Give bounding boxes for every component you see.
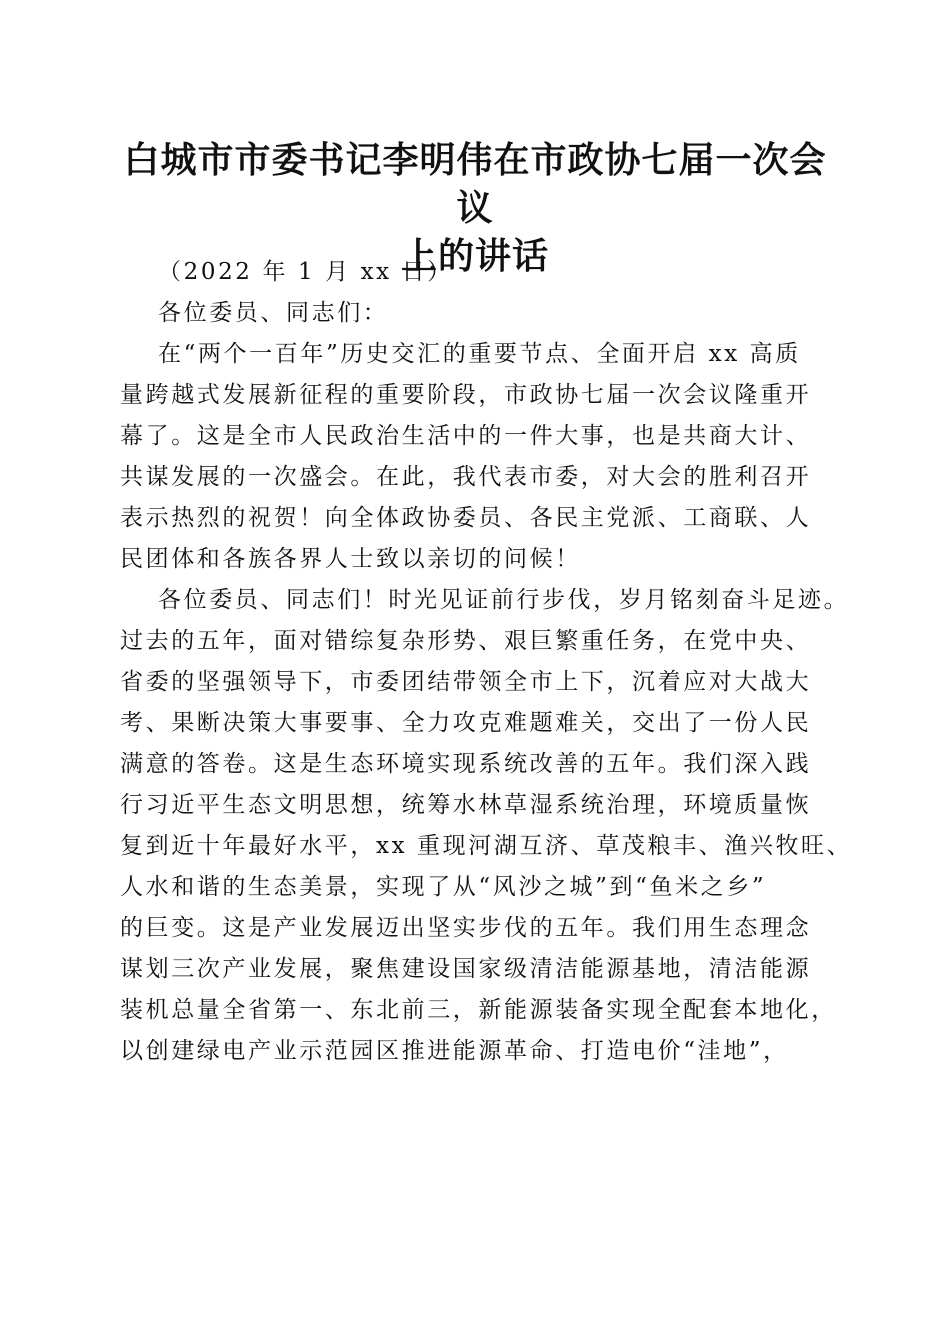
paragraph-line: 民团体和各族各界人士致以亲切的问候！ (120, 546, 581, 572)
paragraph-line: 省委的坚强领导下，市委团结带领全市上下，沉着应对大战大 (120, 669, 812, 695)
title-line-1: 白城市市委书记李明伟在市政协七届一次会议 (123, 139, 827, 229)
salutation: 各位委员、同志们： (158, 300, 389, 326)
paragraph-line: 装机总量全省第一、东北前三，新能源装备实现全配套本地化， (120, 997, 837, 1023)
speech-date: （2022 年 1 月 xx 日） (158, 259, 453, 285)
paragraph-line: 复到近十年最好水平，xx 重现河湖互济、草茂粮丰、渔兴牧旺、 (120, 833, 853, 859)
paragraph-line: 各位委员、同志们！时光见证前行步伐，岁月铭刻奋斗足迹。 (158, 587, 850, 613)
document-body (120, 252, 853, 1072)
paragraph-line: 表示热烈的祝贺！向全体政协委员、各民主党派、工商联、人 (120, 505, 812, 531)
paragraph-2 (120, 580, 853, 1072)
paragraph-line: 幕了。这是全市人民政治生活中的一件大事，也是共商大计、 (120, 423, 812, 449)
paragraph-line: 满意的答卷。这是生态环境实现系统改善的五年。我们深入践 (120, 751, 812, 777)
paragraph-line: 在“两个一百年”历史交汇的重要节点、全面开启 xx 高质 (158, 341, 801, 367)
title-line-2: 上的讲话 (400, 235, 549, 277)
paragraph-line: 量跨越式发展新征程的重要阶段，市政协七届一次会议隆重开 (120, 382, 812, 408)
paragraph-line: 共谋发展的一次盛会。在此，我代表市委，对大会的胜利召开 (120, 464, 812, 490)
paragraph-line: 人水和谐的生态美景，实现了从“风沙之城”到“鱼米之乡” (120, 874, 767, 900)
paragraph-line: 谋划三次产业发展，聚焦建设国家级清洁能源基地，清洁能源 (120, 956, 812, 982)
paragraph-1 (120, 334, 832, 580)
paragraph-line: 的巨变。这是产业发展迈出坚实步伐的五年。我们用生态理念 (120, 915, 812, 941)
paragraph-line: 以创建绿电产业示范园区推进能源革命、打造电价“洼地”， (120, 1038, 789, 1064)
paragraph-line: 考、果断决策大事要事、全力攻克难题难关，交出了一份人民 (120, 710, 812, 736)
paragraph-line: 过去的五年，面对错综复杂形势、艰巨繁重任务，在党中央、 (120, 628, 812, 654)
paragraph-line: 行习近平生态文明思想，统筹水林草湿系统治理，环境质量恢 (120, 792, 812, 818)
